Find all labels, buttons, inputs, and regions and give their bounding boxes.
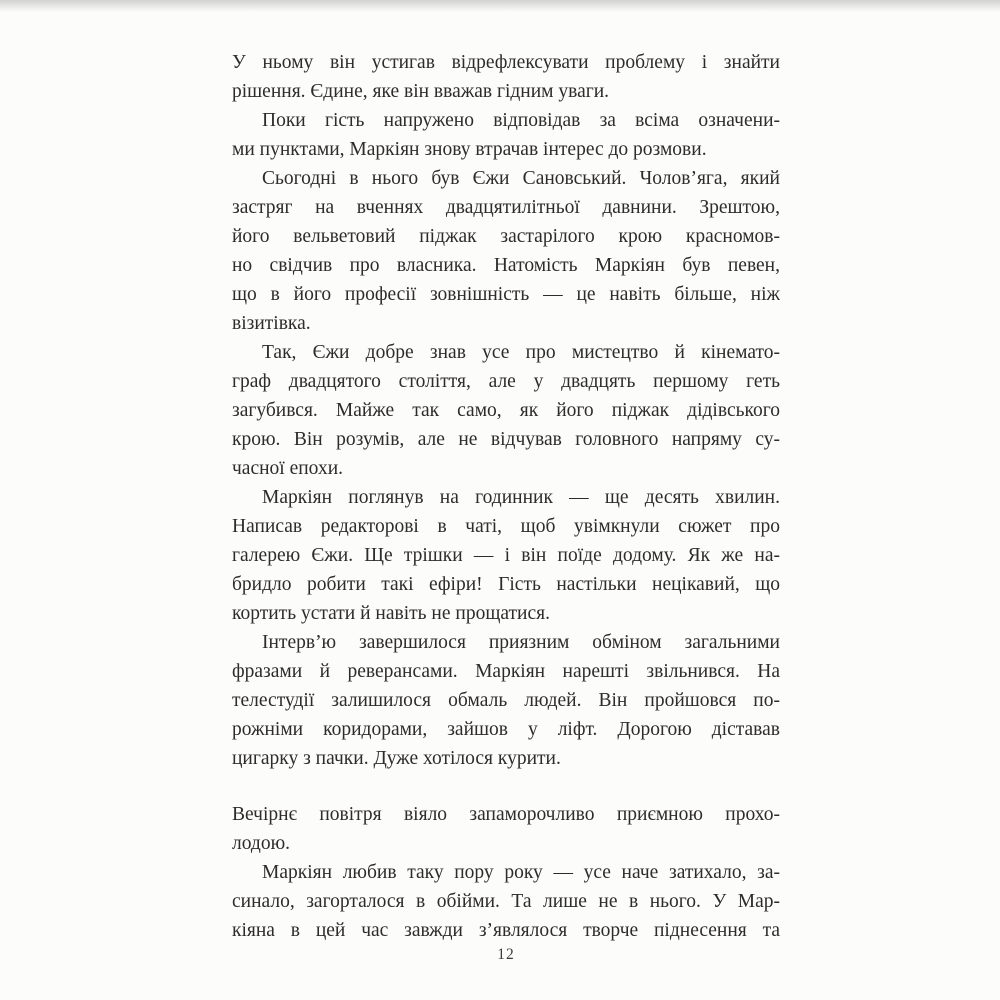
paragraph (232, 164, 780, 338)
text-line: візитівка. (232, 313, 311, 334)
text-line: ми пунктами, Маркіян знову втрачав інтерес до розмови. (232, 139, 707, 160)
text-line: Так, Єжи добре знав усе про мистецтво й кінемато- (262, 342, 780, 363)
text-line: галерею Єжи. Ще трішки — і він поїде додому. Як же на- (232, 545, 780, 566)
text-line: Маркіян поглянув на годинник — ще десять хвилин. (262, 487, 780, 508)
text-line: Інтерв’ю завершилося приязним обміном загальними (262, 632, 780, 653)
text-line: його вельветовий піджак застарілого крою красномов- (232, 226, 780, 247)
paragraph (232, 800, 780, 858)
text-line: Маркіян любив таку пору року — усе наче затихало, за- (262, 862, 780, 883)
text-line: що в його професії зовнішність — це навіть більше, ніж (232, 284, 780, 305)
paragraph (232, 106, 780, 164)
text-line: часної епохи. (232, 458, 344, 479)
paragraph (232, 48, 780, 106)
text-line: рішення. Єдине, яке він вважав гідним уваги. (232, 81, 610, 102)
text-line: Написав редакторові в чаті, щоб увімкнули сюжет про (232, 516, 780, 537)
text-line: фразами й реверансами. Маркіян нарешті звільнився. На (232, 661, 780, 682)
text-line: Поки гість напружено відповідав за всіма означени- (262, 110, 780, 131)
text-line: бридло робити такі ефіри! Гість настільки нецікавий, що (232, 574, 780, 595)
text-line: синало, загорталося в обійми. Та лише не в нього. У Мар- (232, 891, 780, 912)
text-line: рожніми коридорами, зайшов у ліфт. Дорогою діставав (232, 719, 780, 740)
page-number: 12 (497, 946, 515, 963)
text-line: цигарку з пачки. Дуже хотілося курити. (232, 748, 561, 769)
text-line: крою. Він розумів, але не відчував головного напряму су- (232, 429, 780, 450)
text-line: но свідчив про власника. Натомість Маркіян був певен, (232, 255, 780, 276)
text-line: кортить устати й навіть не прощатися. (232, 603, 550, 624)
paragraph (232, 338, 780, 483)
paragraph (232, 628, 780, 773)
text-line: лодою. (232, 833, 291, 854)
text-line: застряг на вченнях двадцятилітньої давнини. Зрештою, (232, 197, 780, 218)
text-line: загубився. Майже так само, як його піджак дідівського (232, 400, 780, 421)
text-line: Сьогодні в нього був Єжи Сановський. Чолов’яга, який (262, 168, 780, 189)
text-line: телестудії залишилося обмаль людей. Він пройшовся по- (232, 690, 780, 711)
text-line: кіяна в цей час завжди з’являлося творче піднесення та (232, 920, 780, 941)
text-line: Вечірнє повітря віяло запаморочливо приємною прохо- (232, 804, 780, 825)
paragraph (232, 483, 780, 628)
paragraph (232, 858, 780, 945)
text-line: У ньому він устигав відрефлексувати проблему і знайти (232, 52, 780, 73)
text-line: граф двадцятого століття, але у двадцять першому геть (232, 371, 780, 392)
page-text (232, 48, 780, 945)
